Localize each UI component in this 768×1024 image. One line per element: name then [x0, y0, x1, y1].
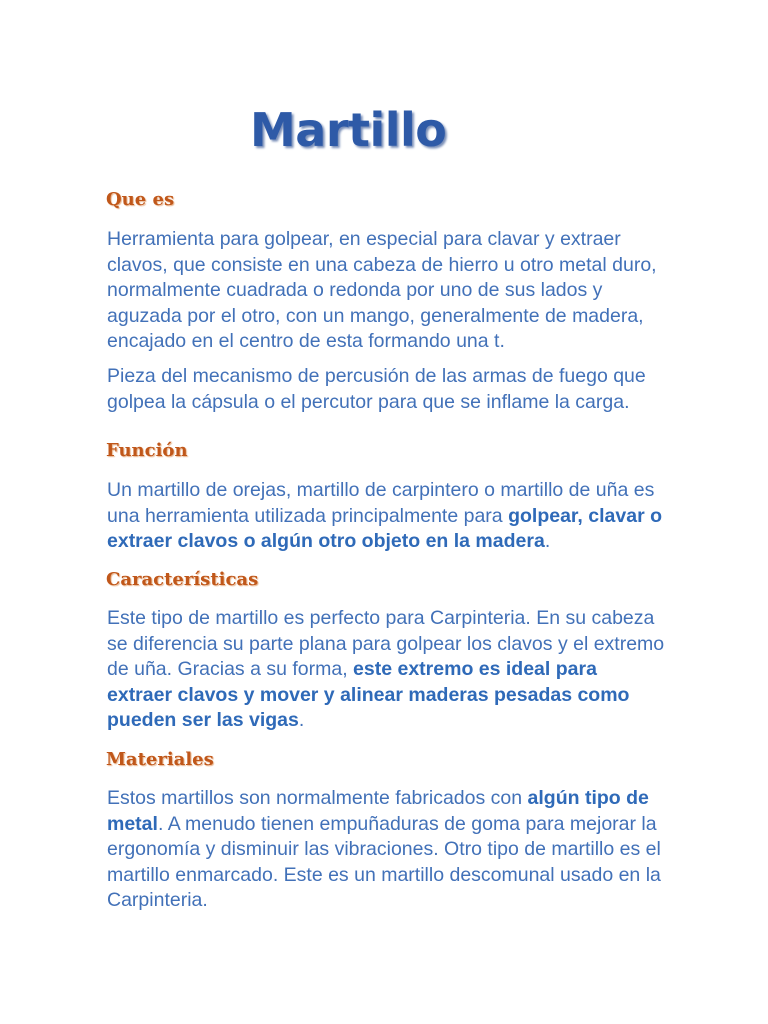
heading-que-es: Que es: [106, 189, 175, 210]
heading-materiales: Materiales: [106, 749, 214, 770]
paragraph-caracteristicas: [107, 606, 667, 734]
heading-caracteristicas: Características: [106, 569, 259, 590]
caracteristicas-text-end: .: [298, 709, 305, 731]
materiales-text-end: . A menudo tienen empuñaduras de goma para mejorar la ergonomía y disminuir las vibraciones. Otro tipo de martillo es el martillo enmarcado. Este es un martillo descomunal usado en la Carpinteria.: [107, 812, 661, 911]
caracteristicas-text-start: Este tipo de martillo es perfecto para Carpinteria. En su cabeza se diferencia su parte plana para golpear los clavos y el extremo de uña. Gracias a su forma,: [107, 607, 665, 680]
materiales-text-start: Estos martillos son normalmente fabricados con: [107, 787, 528, 809]
funcion-text-bold: golpear, clavar o extraer clavos o algún otro objeto en la madera: [107, 504, 662, 552]
funcion-text-end: .: [544, 530, 551, 552]
paragraph-que-es-firearm: Pieza del mecanismo de percusión de las armas de fuego que golpea la cápsula o el percutor para que se inflame la carga.: [107, 365, 646, 413]
funcion-text-start: Un martillo de orejas, martillo de carpintero o martillo de uña es una herramienta utilizada principalmente para: [107, 479, 655, 527]
heading-funcion: Función: [106, 440, 188, 461]
materiales-text-bold: algún tipo de metal: [107, 787, 649, 835]
paragraph-materiales: [107, 786, 667, 914]
paragraph-funcion: [107, 478, 667, 555]
paragraph-que-es-definition: Herramienta para golpear, en especial para clavar y extraer clavos, que consiste en una cabeza de hierro u otro metal duro, normalmente cuadrada o redonda por uno de sus lados y aguzada por el otro, con un mango, generalmente de madera, encajado en el centro de esta formando una t.: [107, 228, 657, 352]
document-title: Martillo: [250, 103, 447, 157]
caracteristicas-text-bold: este extremo es ideal para extraer clavos y mover y alinear maderas pesadas como pueden ser las vigas: [107, 658, 630, 731]
